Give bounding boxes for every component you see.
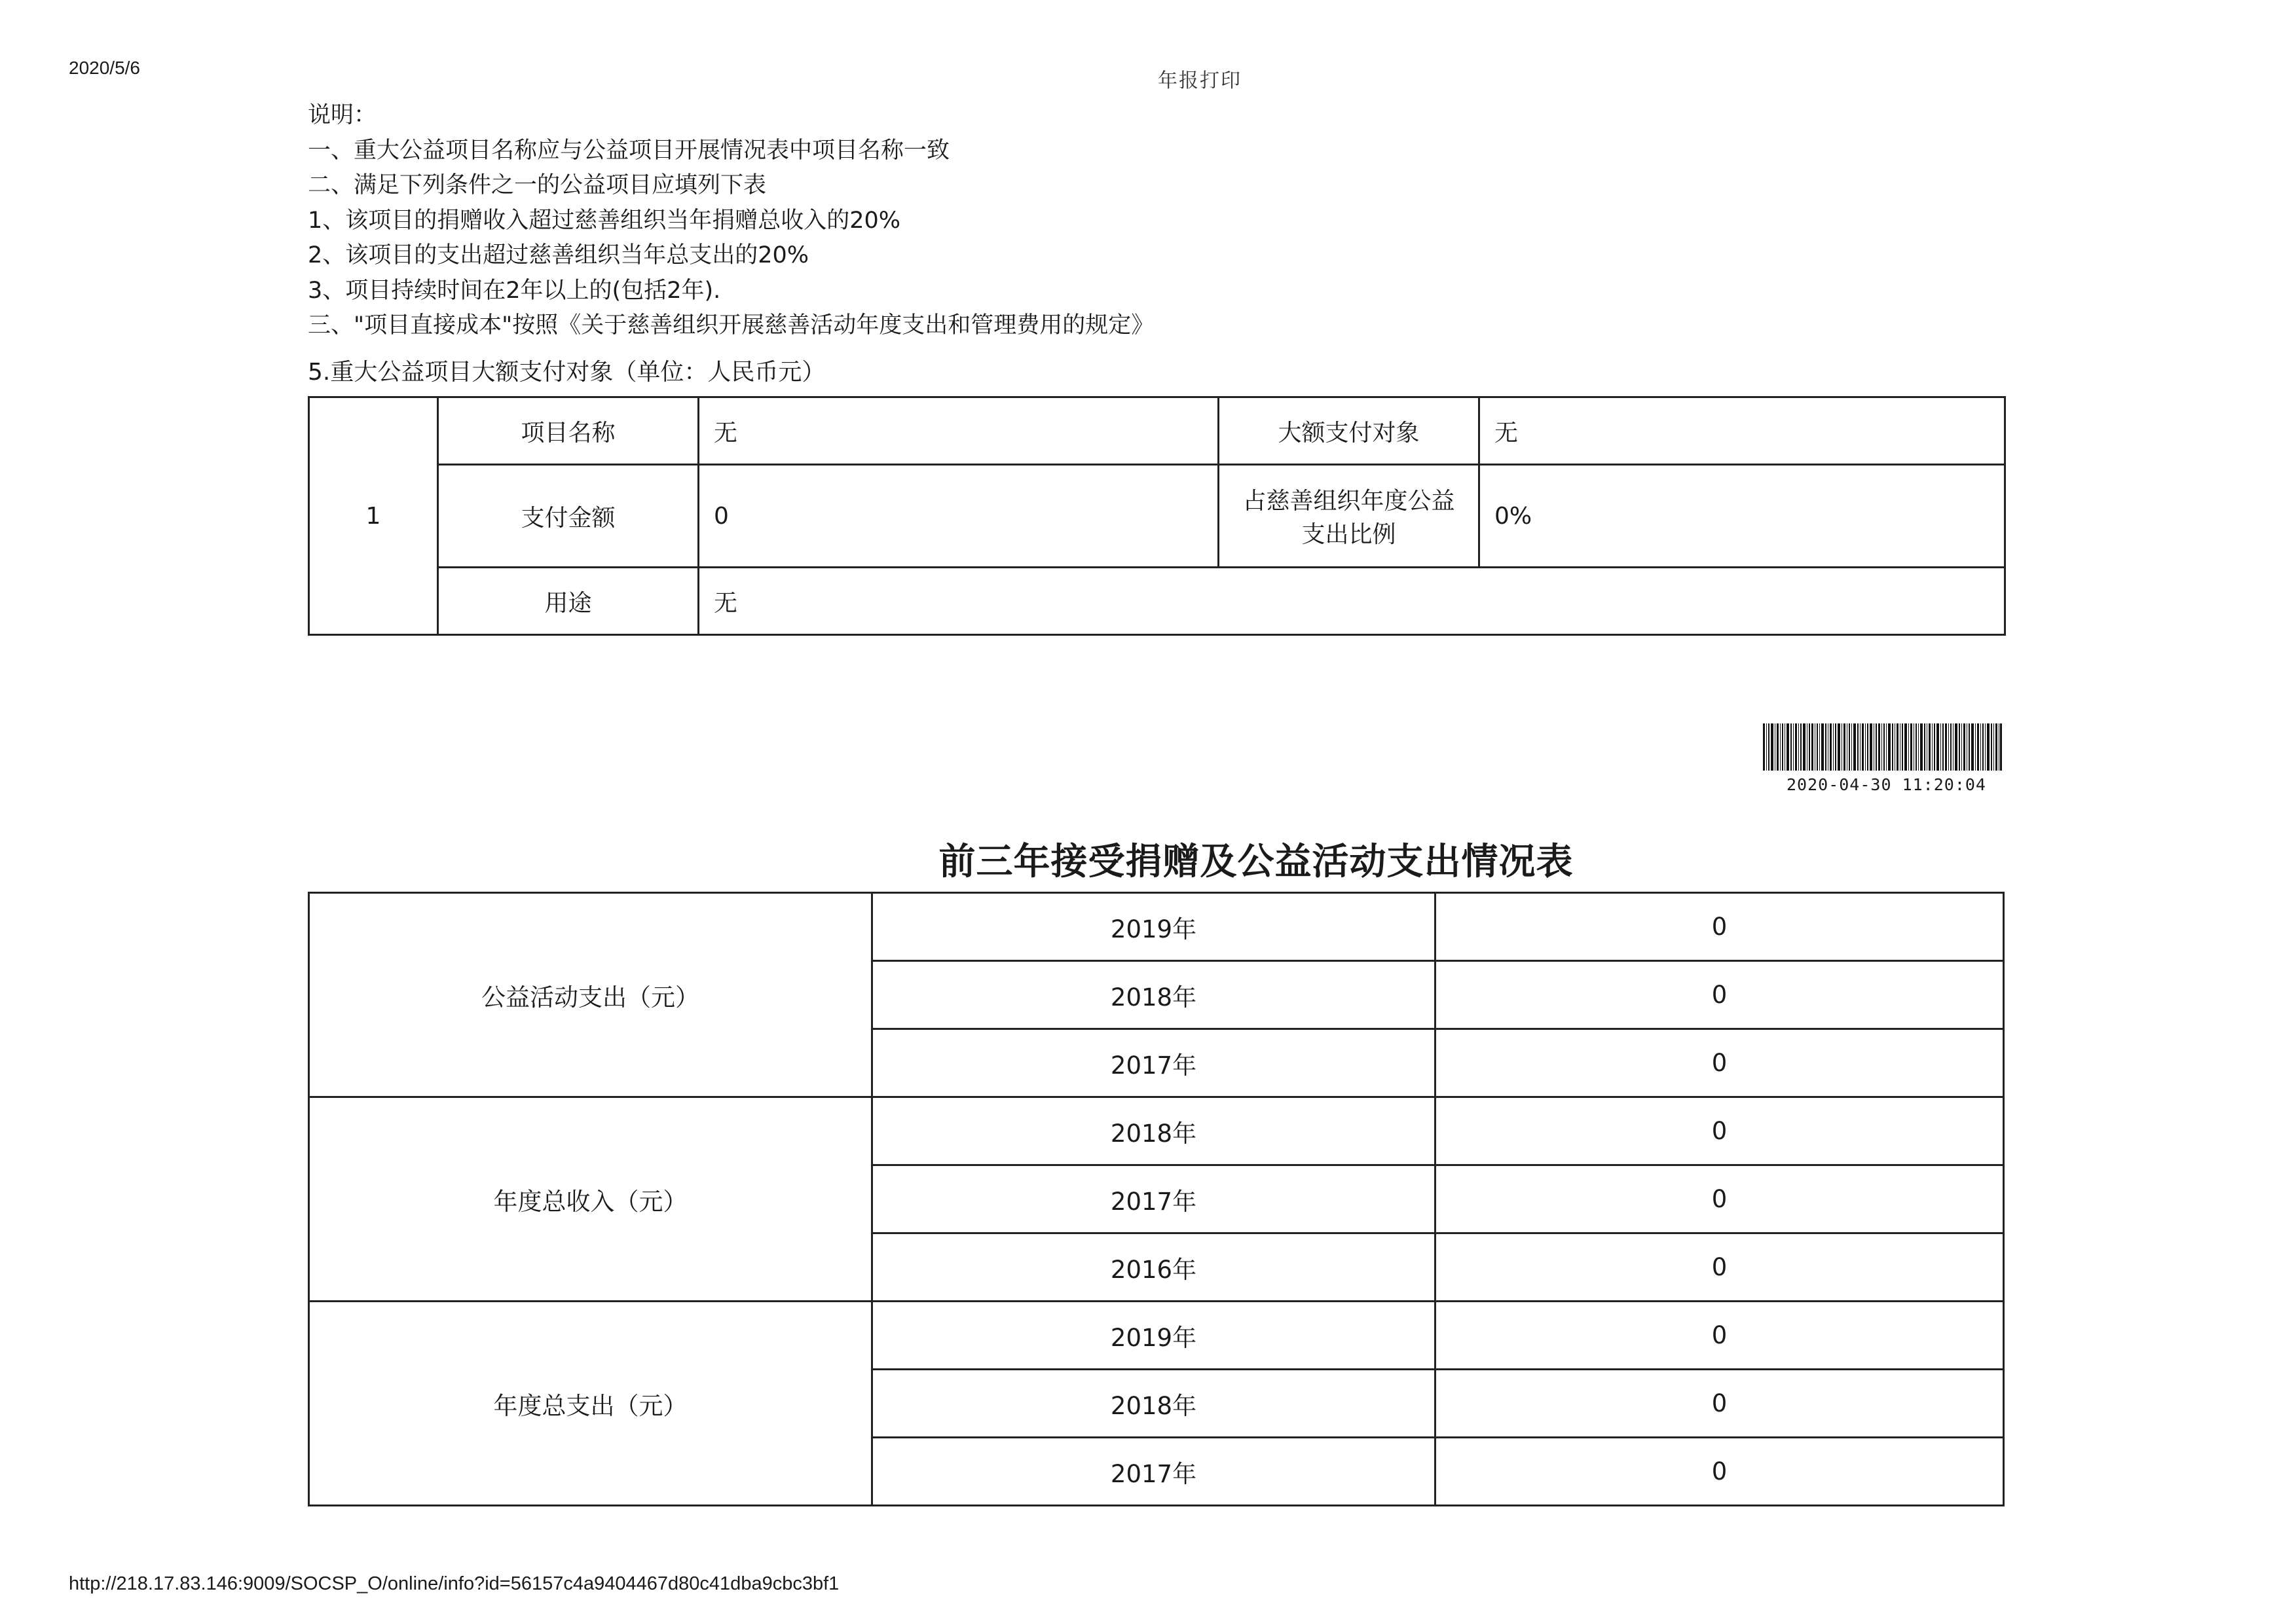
year-cell: 2017年	[872, 1165, 1435, 1233]
year-cell: 2019年	[872, 1302, 1435, 1370]
barcode-timestamp: 2020-04-30 11:20:04	[1787, 775, 1986, 794]
payee-value: 无	[1479, 397, 2005, 465]
ratio-label	[1219, 465, 1479, 568]
value-cell: 0	[1435, 1165, 2004, 1233]
row-index: 1	[309, 397, 438, 635]
year-cell: 2019年	[872, 893, 1435, 961]
value-cell: 0	[1435, 961, 2004, 1029]
print-date: 2020/5/6	[69, 58, 140, 78]
note-line: 2、该项目的支出超过慈善组织当年总支出的20%	[308, 242, 809, 268]
note-line: 3、项目持续时间在2年以上的(包括2年).	[308, 277, 721, 304]
note-line: 三、"项目直接成本"按照《关于慈善组织开展慈善活动年度支出和管理费用的规定》	[308, 312, 1155, 338]
payee-label: 大额支付对象	[1219, 397, 1479, 465]
year-cell: 2018年	[872, 1370, 1435, 1438]
purpose-label: 用途	[438, 568, 699, 635]
ratio-label-line1: 占慈善组织年度公益	[1242, 488, 1455, 515]
year-cell: 2017年	[872, 1029, 1435, 1097]
year-cell: 2018年	[872, 961, 1435, 1029]
value-cell: 0	[1435, 1438, 2004, 1506]
value-cell: 0	[1435, 1029, 2004, 1097]
footer-url: http://218.17.83.146:9009/SOCSP_O/online/info?id=56157c4a9404467d80c41dba9cbc3bf1	[69, 1573, 840, 1594]
value-cell: 0	[1435, 1097, 2004, 1165]
group-label: 年度总支出（元）	[309, 1302, 872, 1506]
group-label: 年度总收入（元）	[309, 1097, 872, 1302]
purpose-value: 无	[699, 568, 2005, 635]
amount-label: 支付金额	[438, 465, 699, 568]
year-cell: 2016年	[872, 1233, 1435, 1302]
major-payment-table	[308, 396, 2006, 636]
project-name-label: 项目名称	[438, 397, 699, 465]
ratio-label-line2: 支出比例	[1301, 521, 1396, 548]
note-line: 1、该项目的捐赠收入超过慈善组织当年捐赠总收入的20%	[308, 207, 901, 234]
notes-block	[308, 98, 1154, 344]
section5-title: 5.重大公益项目大额支付对象（单位：人民币元）	[308, 359, 826, 386]
ratio-value: 0%	[1479, 465, 2005, 568]
summary-table	[308, 892, 2005, 1506]
note-line: 二、满足下列条件之一的公益项目应填列下表	[308, 172, 767, 198]
year-cell: 2017年	[872, 1438, 1435, 1506]
note-line: 一、重大公益项目名称应与公益项目开展情况表中项目名称一致	[308, 137, 950, 164]
value-cell: 0	[1435, 1370, 2004, 1438]
value-cell: 0	[1435, 1233, 2004, 1302]
summary-table-title: 前三年接受捐赠及公益活动支出情况表	[938, 841, 1574, 883]
year-cell: 2018年	[872, 1097, 1435, 1165]
project-name-value: 无	[699, 397, 1219, 465]
note-line: 说明：	[308, 102, 377, 128]
amount-value: 0	[699, 465, 1219, 568]
value-cell: 0	[1435, 1302, 2004, 1370]
group-label: 公益活动支出（元）	[309, 893, 872, 1097]
barcode-image	[1763, 723, 2002, 771]
page-header-title: 年报打印	[1158, 69, 1242, 92]
value-cell: 0	[1435, 893, 2004, 961]
